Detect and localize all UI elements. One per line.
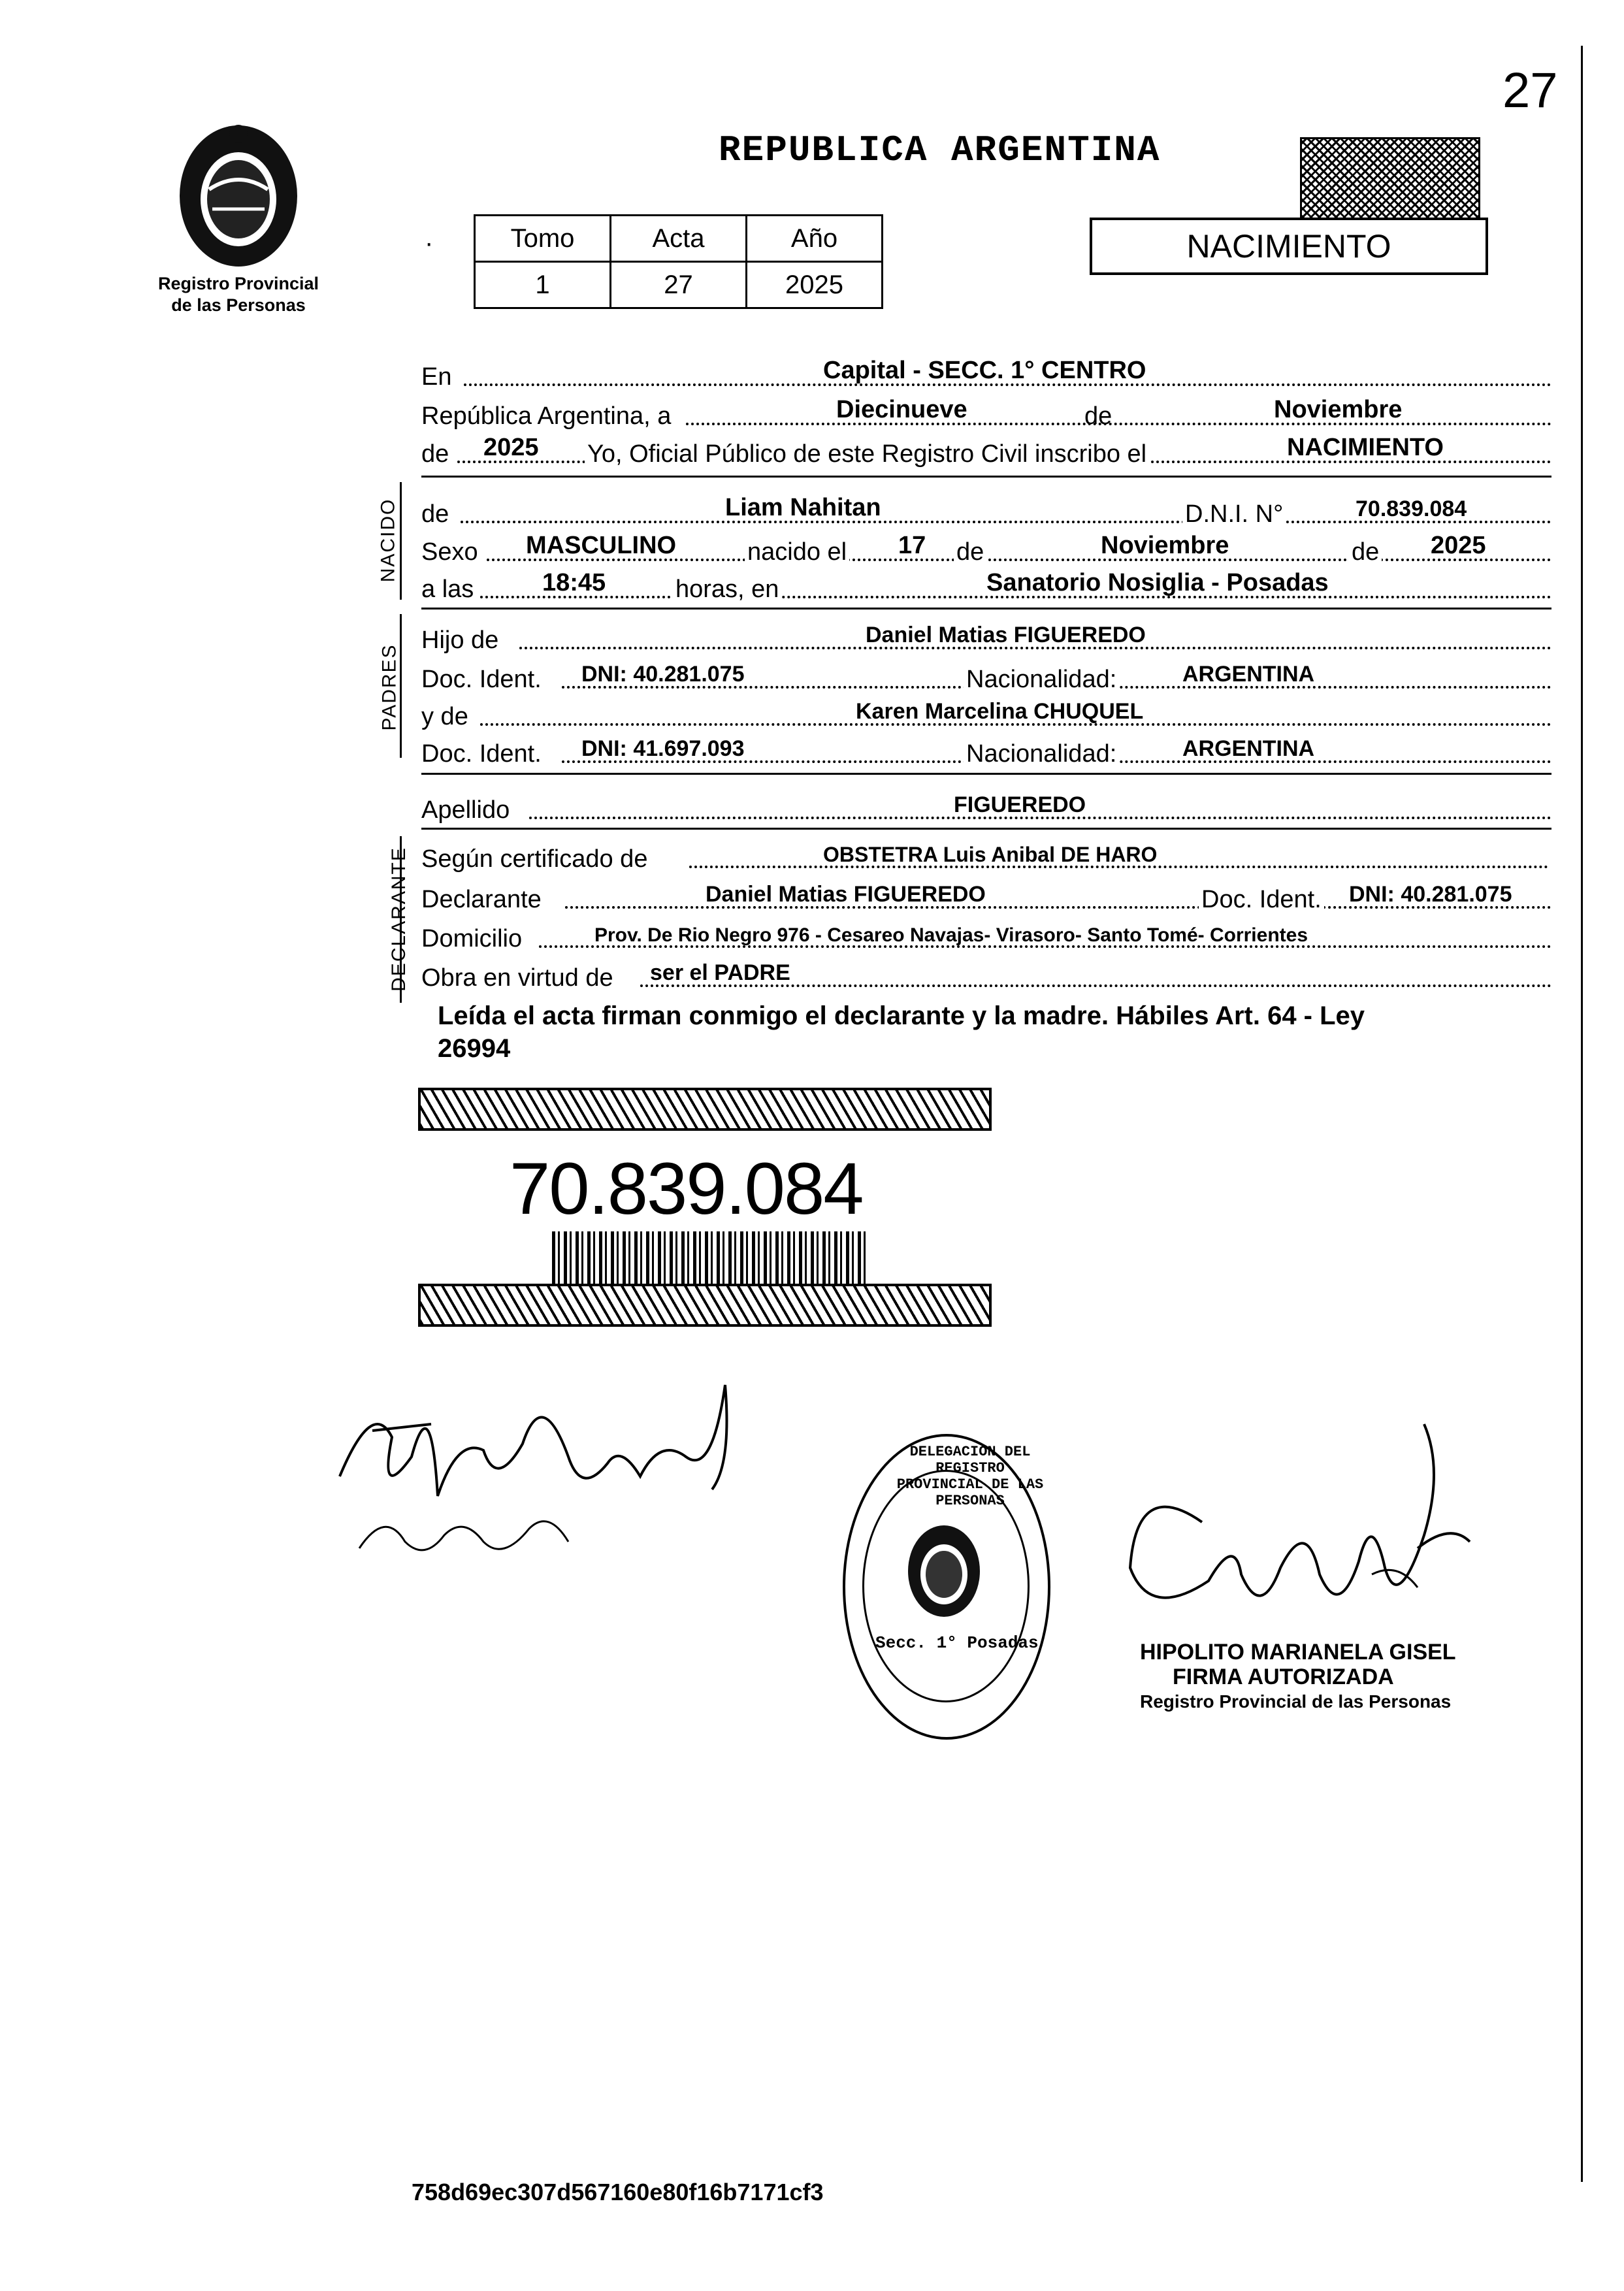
separator [421, 828, 1551, 830]
registry-label [150, 273, 327, 316]
value-month: Noviembre [1274, 396, 1403, 423]
table-value-tomo: 1 [475, 262, 611, 308]
table-value-ano: 2025 [747, 262, 883, 308]
value-inscribes: NACIMIENTO [1287, 434, 1444, 461]
stamp-inner-text: Secc. 1° Posadas [875, 1633, 1039, 1653]
page-number: 27 [1502, 63, 1558, 118]
label-en: En [421, 363, 452, 391]
label-y-de: y de [421, 703, 468, 730]
label-de: de [1084, 402, 1112, 430]
value-time: 18:45 [542, 569, 606, 596]
label-dni: D.N.I. N° [1182, 500, 1286, 528]
label-obra: Obra en virtud de [421, 964, 613, 992]
table-header-tomo: Tomo [475, 216, 611, 262]
label-nacionalidad: Nacionalidad: [964, 740, 1119, 768]
value-sexo: MASCULINO [526, 532, 677, 559]
label-apellido: Apellido [421, 796, 510, 824]
line-obra [421, 957, 1551, 992]
table-header-ano: Año [747, 216, 883, 262]
label-declarante: Declarante [421, 886, 542, 913]
legal-text-line1: Leída el acta firman conmigo el declarante y la madre. Hábiles Art. 64 - Ley [438, 1001, 1365, 1030]
label-doc: Doc. Ident. [421, 666, 542, 693]
label-nacionalidad: Nacionalidad: [964, 666, 1119, 694]
value-apellido: FIGUEREDO [954, 792, 1086, 817]
label-de-name: de [421, 500, 449, 528]
value-birth-month: Noviembre [1101, 532, 1229, 559]
line-apellido [421, 789, 1551, 824]
value-mother: Karen Marcelina CHUQUEL [856, 699, 1144, 724]
registry-label-line2: de las Personas [171, 295, 306, 315]
legal-text-line2: 26994 [438, 1034, 511, 1063]
line-sexo [421, 531, 1551, 566]
registry-label-line1: Registro Provincial [157, 274, 319, 293]
value-year: 2025 [483, 434, 539, 461]
barcode [552, 1231, 866, 1290]
label-republica: República Argentina, a [421, 402, 672, 430]
official-registry: Registro Provincial de las Personas [1140, 1691, 1452, 1712]
right-margin-rule [1581, 46, 1583, 2182]
barcode-number: 70.839.084 [510, 1148, 863, 1229]
line-father-doc [421, 658, 1551, 694]
label-de-year: de [421, 440, 449, 468]
label-doc: Doc. Ident. [421, 740, 542, 768]
security-band-top [418, 1088, 992, 1131]
value-day: Diecinueve [836, 396, 967, 423]
label-a-las: a las [421, 576, 474, 603]
security-band-bottom [418, 1284, 992, 1327]
line-republica [421, 395, 1551, 431]
value-father: Daniel Matias FIGUEREDO [866, 623, 1146, 647]
value-declarante-doc: DNI: 40.281.075 [1349, 882, 1512, 907]
signature-declarant [333, 1346, 751, 1568]
label-certificado: Según certificado de [421, 845, 648, 873]
value-father-doc: DNI: 40.281.075 [581, 662, 745, 687]
table-value-acta: 27 [611, 262, 747, 308]
line-en [421, 356, 1551, 391]
line-time [421, 568, 1551, 604]
stamp-ring-text: DELEGACION DEL REGISTRO PROVINCIAL DE LAS PERSONAS [896, 1444, 1044, 1509]
stamp-emblem-icon [905, 1522, 983, 1620]
label-hijo: Hijo de [421, 626, 499, 654]
table-header-acta: Acta [611, 216, 747, 262]
official-title: FIRMA AUTORIZADA [1173, 1665, 1394, 1689]
label-doc: Doc. Ident. [1199, 886, 1324, 914]
separator [421, 773, 1551, 775]
line-nacido-name [421, 493, 1551, 528]
signature-official [1111, 1405, 1476, 1659]
line-mother-doc [421, 733, 1551, 768]
label-nacido-el: nacido el [745, 538, 849, 566]
value-mother-nat: ARGENTINA [1182, 736, 1315, 761]
label-de-year2: de [1349, 538, 1382, 566]
line-domicilio [421, 918, 1551, 953]
label-horas: horas, en [673, 576, 781, 604]
value-mother-doc: DNI: 41.697.093 [581, 736, 745, 761]
separator [421, 608, 1551, 609]
label-de-month: de [954, 538, 986, 566]
official-signature-block [1140, 1640, 1456, 1714]
line-y-de [421, 696, 1551, 731]
country-title: REPUBLICA ARGENTINA [719, 129, 1161, 171]
line-officer [421, 433, 1551, 468]
value-domicilio: Prov. De Rio Negro 976 - Cesareo Navajas- Virasoro- Santo Tomé- Corrientes [594, 924, 1308, 946]
section-padres-label: PADRES [378, 643, 400, 731]
separator [421, 476, 1551, 478]
line-certificado [421, 838, 1551, 873]
line-declarante [421, 879, 1551, 914]
value-child-name: Liam Nahitan [725, 494, 881, 521]
label-domicilio: Domicilio [421, 925, 523, 952]
record-type-box: NACIMIENTO [1090, 218, 1488, 275]
document-hash: 758d69ec307d567160e80f16b7171cf3 [412, 2179, 824, 2205]
value-obra: ser el PADRE [650, 960, 790, 985]
security-pattern [1300, 137, 1480, 219]
record-table [474, 214, 883, 309]
section-nacido-label: NACIDO [377, 498, 399, 583]
label-officer: Yo, Oficial Público de este Registro Civil inscribo el [585, 440, 1149, 468]
table-marker: · [425, 229, 434, 257]
nacido-bar [400, 482, 402, 600]
value-declarante: Daniel Matias FIGUEREDO [706, 882, 986, 907]
value-father-nat: ARGENTINA [1182, 662, 1315, 687]
value-child-dni: 70.839.084 [1356, 496, 1467, 521]
province-seal-logo [163, 118, 314, 274]
official-name: HIPOLITO MARIANELA GISEL [1140, 1640, 1456, 1665]
value-certificado: OBSTETRA Luis Anibal DE HARO [823, 843, 1158, 866]
value-birth-day: 17 [898, 532, 926, 559]
line-hijo [421, 619, 1551, 655]
value-birth-place: Sanatorio Nosiglia - Posadas [986, 569, 1329, 596]
value-birth-year: 2025 [1431, 532, 1486, 559]
label-sexo: Sexo [421, 538, 478, 566]
legal-text [438, 999, 1522, 1065]
section-declarante-label: DECLARANTE [387, 847, 410, 992]
value-place: Capital - SECC. 1° CENTRO [823, 357, 1146, 384]
